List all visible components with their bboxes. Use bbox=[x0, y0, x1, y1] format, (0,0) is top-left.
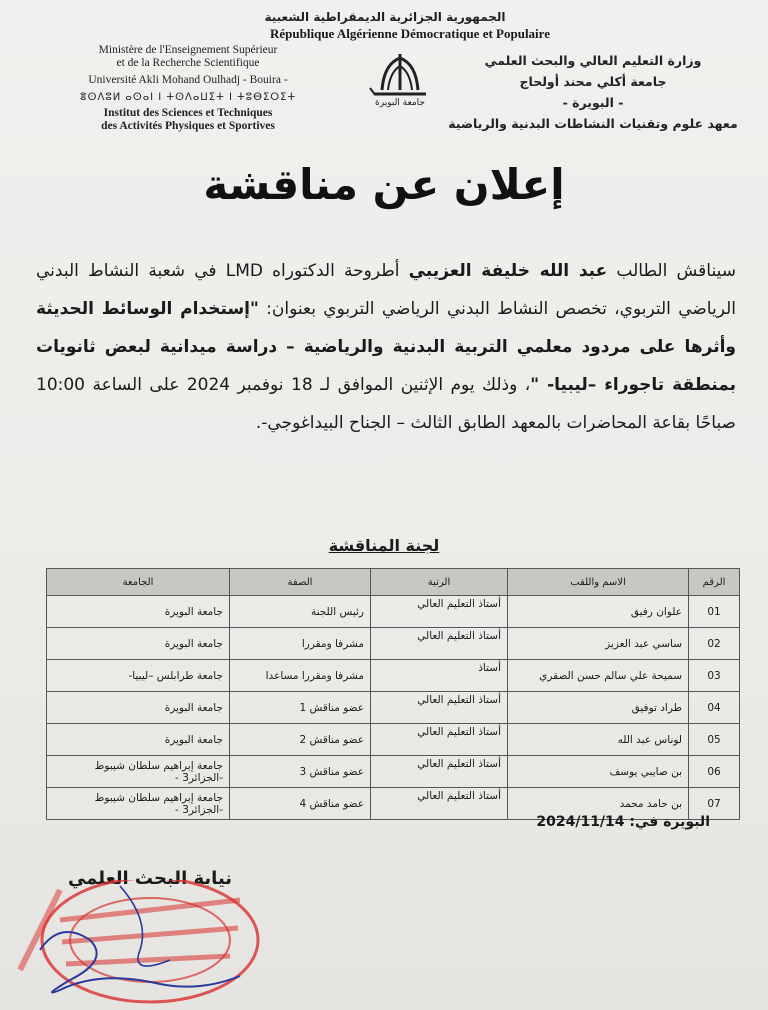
cell-university: جامعة طرابلس –ليبيا- bbox=[47, 660, 230, 692]
announcement-text bbox=[36, 252, 736, 442]
cell-number: 06 bbox=[689, 756, 740, 788]
header-right-line: جامعة أكلي محند أولحاج bbox=[519, 74, 667, 89]
announcement-intro: سيناقش الطالب bbox=[607, 261, 736, 281]
header-left-line: Université Akli Mohand Oulhadj - Bouira - bbox=[88, 74, 288, 86]
cell-role: مشرفا ومقررا مساعدا bbox=[230, 660, 371, 692]
committee-title: لجنة المناقشة bbox=[328, 536, 440, 555]
official-stamp-icon bbox=[0, 880, 260, 1010]
cell-rank: أستاذ التعليم العالي bbox=[371, 692, 508, 724]
cell-role: عضو مناقش 4 bbox=[230, 788, 371, 820]
cell-number: 07 bbox=[689, 788, 740, 820]
cell-name: طراد توفيق bbox=[508, 692, 689, 724]
cell-university: جامعة البويرة bbox=[47, 724, 230, 756]
header-left-block bbox=[38, 44, 338, 133]
cell-name: علوان رفيق bbox=[508, 596, 689, 628]
column-header: الصفة bbox=[230, 569, 371, 596]
cell-name: بن صايبي يوسف bbox=[508, 756, 689, 788]
cell-role: عضو مناقش 2 bbox=[230, 724, 371, 756]
announcement-schedule: ، وذلك يوم الإثنين الموافق لـ 18 نوفمبر 2024 على الساعة 10:00 صباحًا بقاعة المحاضرات بالمعهد الطابق الثالث – الجناح البيداغوجي-. bbox=[36, 375, 736, 433]
table-row bbox=[47, 756, 740, 788]
header-institute-line: Institut des Sciences et Techniques bbox=[103, 107, 273, 119]
cell-role: عضو مناقش 3 bbox=[230, 756, 371, 788]
cell-number: 01 bbox=[689, 596, 740, 628]
signature-title: نيابة البحث العلمي bbox=[67, 868, 233, 889]
cell-role: عضو مناقش 1 bbox=[230, 692, 371, 724]
header-left-line: Ministère de l'Enseignement Supérieur bbox=[98, 44, 278, 56]
committee-table bbox=[46, 568, 740, 820]
table-row bbox=[47, 628, 740, 660]
cell-number: 04 bbox=[689, 692, 740, 724]
column-header: الرقم bbox=[689, 569, 740, 596]
cell-role: رئيس اللجنة bbox=[230, 596, 371, 628]
cell-university: جامعة البويرة bbox=[47, 628, 230, 660]
date-line: البويرة في: 2024/11/14 bbox=[536, 814, 710, 830]
header-institute-line: des Activités Physiques et Sportives bbox=[101, 120, 275, 132]
cell-university: جامعة البويرة bbox=[47, 692, 230, 724]
table-header-row bbox=[47, 569, 740, 596]
cell-rank: أستاذ التعليم العالي bbox=[371, 628, 508, 660]
cell-rank: أستاذ التعليم العالي bbox=[371, 596, 508, 628]
cell-rank: أستاذ التعليم العالي bbox=[371, 756, 508, 788]
table-row bbox=[47, 660, 740, 692]
cell-university: جامعة إبراهيم سلطان شيبوط -الجزائر3 - bbox=[47, 788, 230, 820]
header-arabic-republic: الجمهورية الجزائرية الديمقراطية الشعبية bbox=[264, 10, 506, 24]
column-header: الجامعة bbox=[47, 569, 230, 596]
logo-caption: جامعة البويرة bbox=[375, 98, 425, 108]
cell-rank: أستاذ التعليم العالي bbox=[371, 788, 508, 820]
announcement-specialty: أطروحة الدكتوراه LMD في شعبة النشاط البدني الرياضي التربوي، تخصص النشاط البدني الرياضي التربوي بعنوان: bbox=[36, 261, 736, 319]
column-header: الرتبة bbox=[371, 569, 508, 596]
cell-university: جامعة إبراهيم سلطان شيبوط -الجزائر3 - bbox=[47, 756, 230, 788]
cell-number: 03 bbox=[689, 660, 740, 692]
cell-rank: أستاذ التعليم العالي bbox=[371, 724, 508, 756]
table-row bbox=[47, 596, 740, 628]
cell-name: سميحة علي سالم حسن الصقري bbox=[508, 660, 689, 692]
header-tifinagh: ⴻⵙⴷⵓⵍ ⴰⵙⴰⵏ ⵏ ⵜⵙⴷⴰⵡⵉⵜ ⵏ ⵜⵓⴱⵉⵔⵉⵜ bbox=[79, 92, 297, 103]
student-name: عبد الله خليفة العزيبي bbox=[408, 261, 608, 281]
column-header: الاسم واللقب bbox=[508, 569, 689, 596]
thesis-title: "إستخدام الوسائط الحديثة وأثرها على مردود معلمي التربية البدنية والرياضية – دراسة ميدانية لبعض ثانويات بمنطقة تاجوراء –ليبيا- " bbox=[36, 299, 736, 395]
cell-role: مشرفا ومقررا bbox=[230, 628, 371, 660]
page-title: إعلان عن مناقشة bbox=[203, 160, 565, 209]
cell-university: جامعة البويرة bbox=[47, 596, 230, 628]
header-right-block bbox=[428, 50, 758, 134]
header-left-line: et de la Recherche Scientifique bbox=[116, 57, 260, 69]
table-row bbox=[47, 692, 740, 724]
cell-name: لوناس عبد الله bbox=[508, 724, 689, 756]
header-right-line: - البويرة - bbox=[562, 95, 624, 110]
cell-name: ساسي عبد العزيز bbox=[508, 628, 689, 660]
header-french-republic: République Algérienne Démocratique et Populaire bbox=[270, 26, 550, 41]
cell-number: 05 bbox=[689, 724, 740, 756]
table-row bbox=[47, 724, 740, 756]
header-right-line: معهد علوم وتقنيات النشاطات البدنية والرياضية bbox=[448, 116, 738, 131]
cell-number: 02 bbox=[689, 628, 740, 660]
cell-name: بن حامد محمد bbox=[508, 788, 689, 820]
cell-rank: أستاذ bbox=[371, 660, 508, 692]
header-right-line: وزارة التعليم العالي والبحث العلمي bbox=[484, 53, 702, 68]
